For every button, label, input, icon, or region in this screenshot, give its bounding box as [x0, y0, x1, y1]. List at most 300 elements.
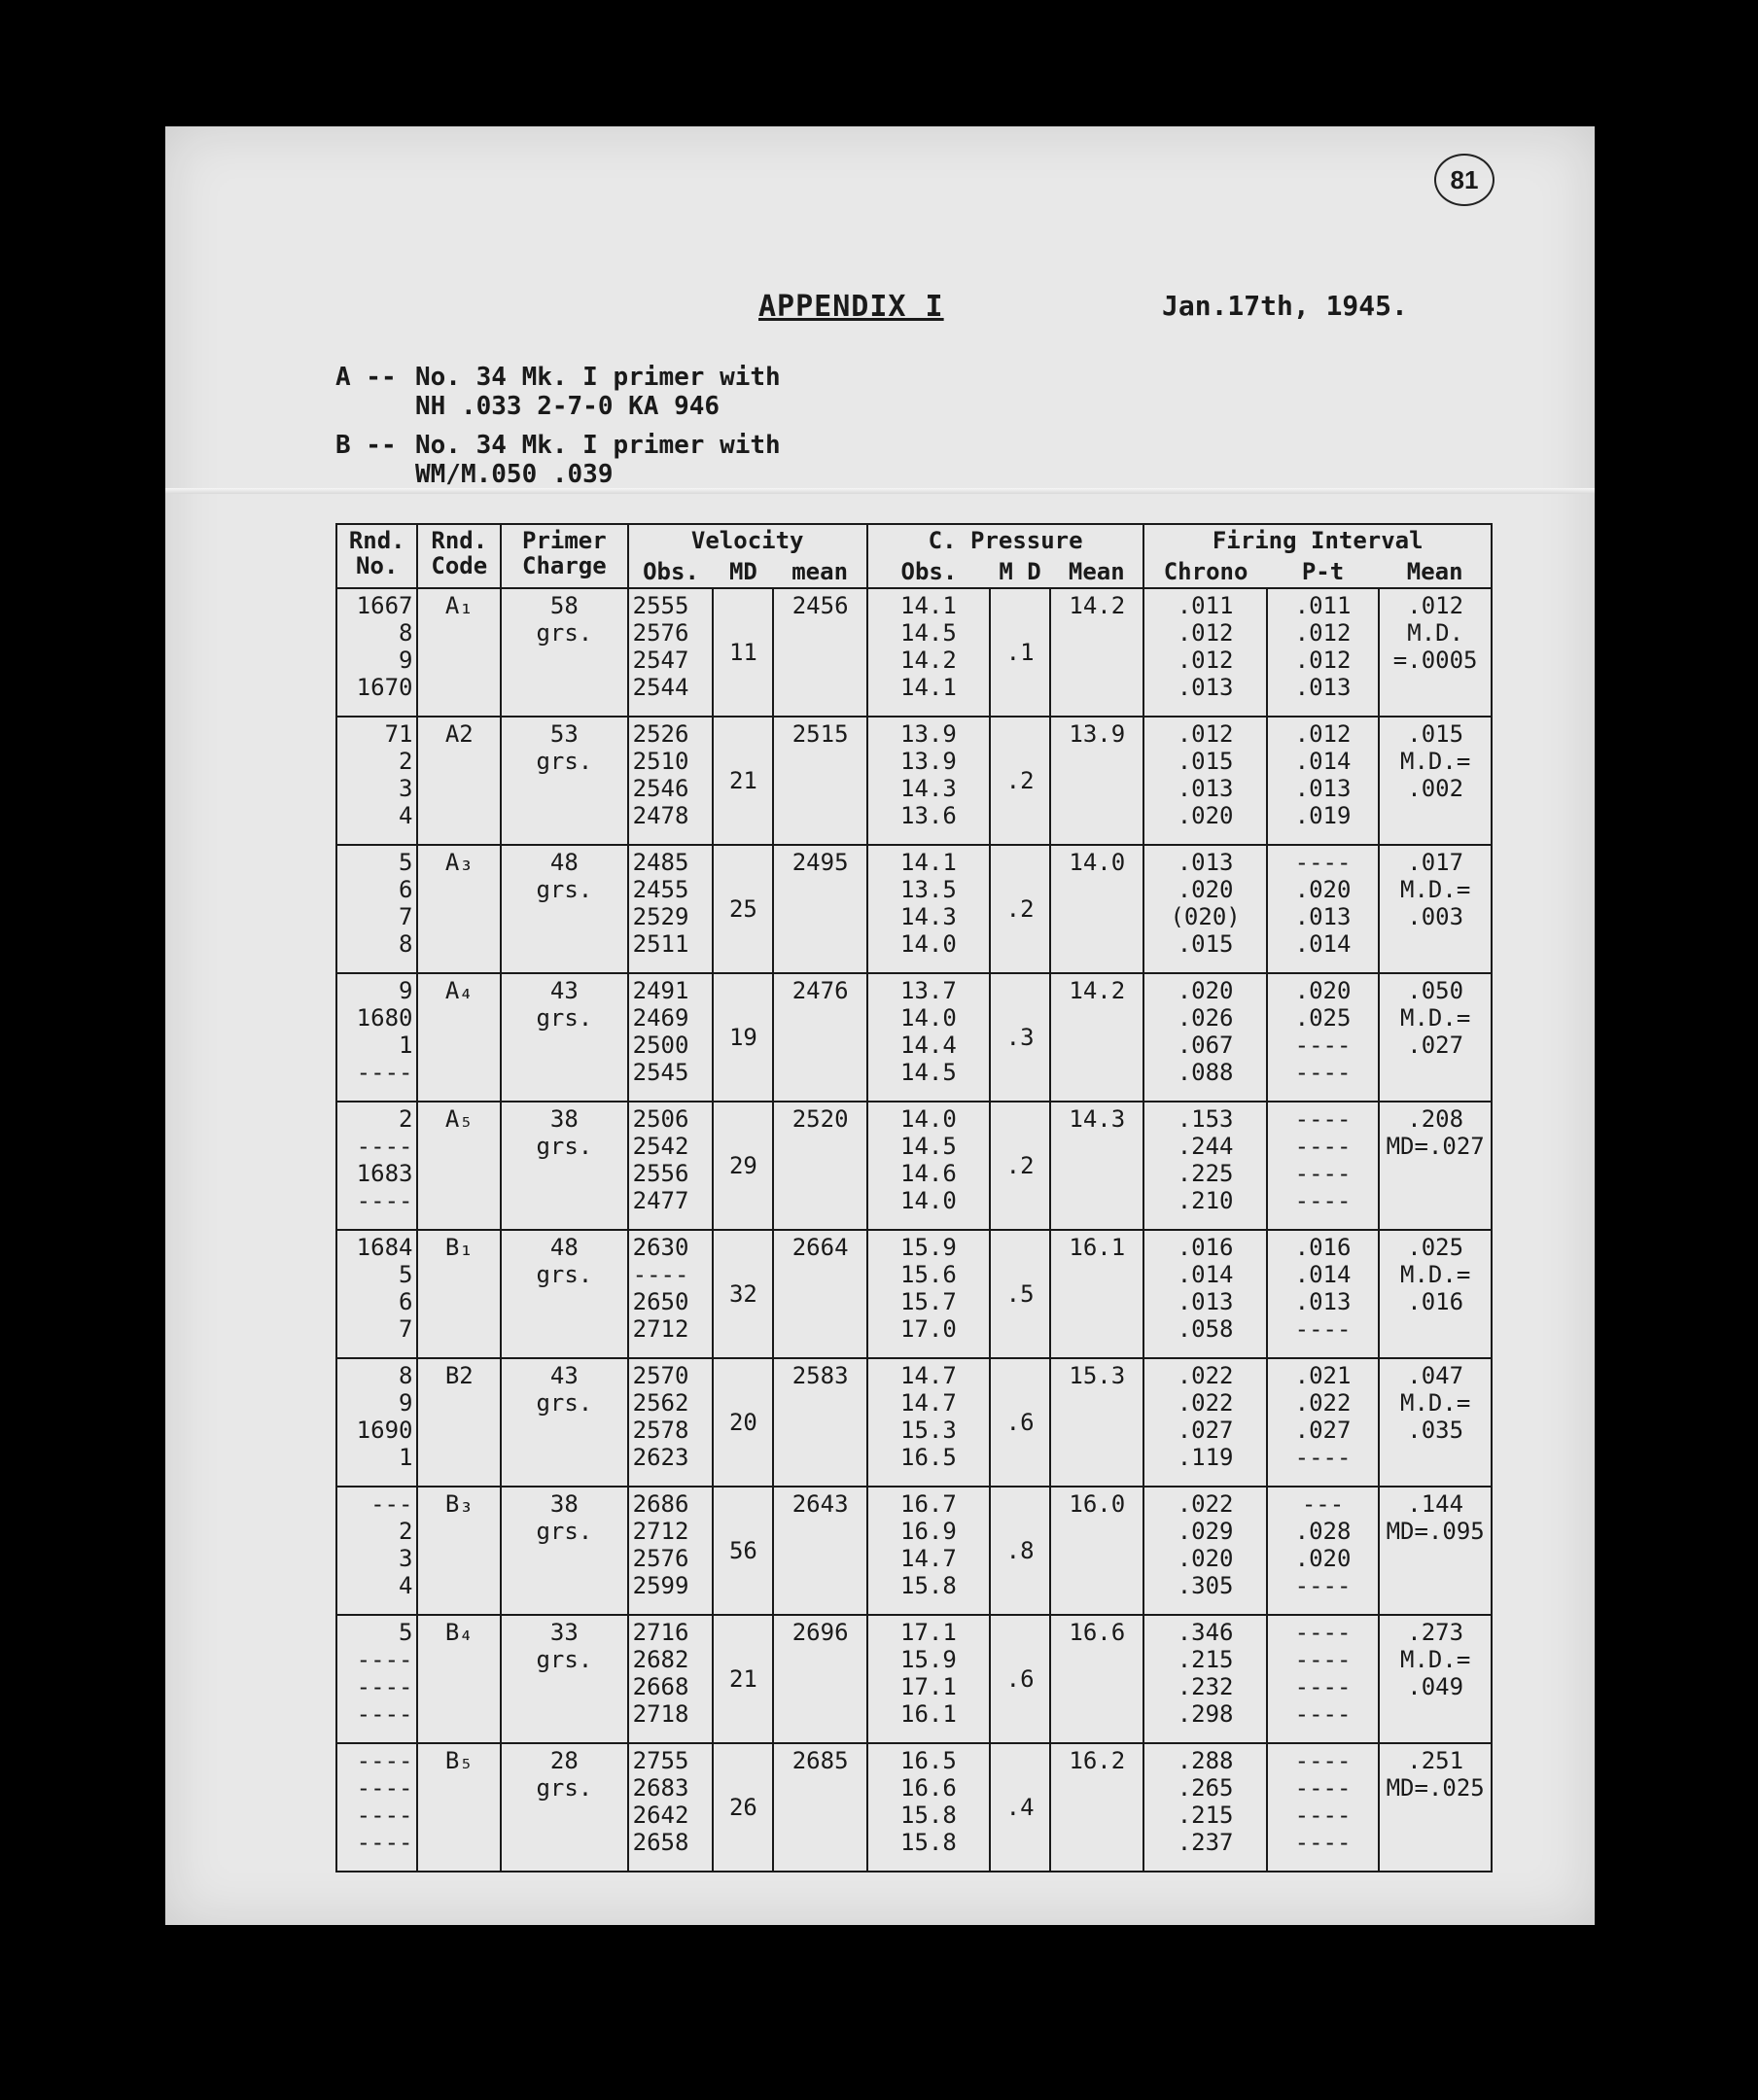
- velocity-obs: [628, 1487, 714, 1615]
- round-number-line: 5: [399, 1261, 413, 1288]
- p-t-line: .021: [1294, 1362, 1352, 1389]
- pressure-mean: 14.0: [1050, 845, 1143, 973]
- firing-mean: [1379, 1743, 1492, 1872]
- round-number-line: ----: [356, 1187, 413, 1214]
- pressure-obs-line: 14.4: [900, 1032, 957, 1059]
- chrono-line: .013: [1177, 674, 1234, 701]
- page-number: 81: [1450, 164, 1479, 194]
- note-line: No. 34 Mk. I primer with: [415, 431, 781, 460]
- primer-charge-line: grs.: [536, 748, 593, 775]
- chrono-line: .027: [1177, 1417, 1234, 1444]
- p-t-line: .014: [1294, 930, 1352, 958]
- sub-p-obs: Obs.: [867, 556, 990, 588]
- chrono-line: .215: [1177, 1646, 1234, 1673]
- velocity-md: 21: [713, 1615, 773, 1743]
- velocity-obs-line: 2712: [632, 1518, 689, 1545]
- table-row: [336, 588, 1492, 717]
- p-t-line: .020: [1294, 977, 1352, 1004]
- p-t-line: ----: [1294, 1774, 1352, 1802]
- p-t: [1267, 717, 1380, 845]
- primer-charge: [501, 588, 628, 717]
- document-title: APPENDIX I: [758, 290, 944, 324]
- pressure-mean: 16.1: [1050, 1230, 1143, 1358]
- velocity-obs-line: 2546: [632, 775, 689, 802]
- primer-charge-line: 58: [549, 592, 579, 619]
- pressure-obs: [867, 973, 990, 1102]
- firing-mean-line: .035: [1407, 1417, 1464, 1444]
- p-t: [1267, 845, 1380, 973]
- firing-mean-line: MD=.025: [1386, 1774, 1485, 1802]
- p-t-line: .014: [1294, 1261, 1352, 1288]
- pressure-obs-line: 16.1: [900, 1700, 957, 1728]
- p-t-line: ----: [1294, 1700, 1352, 1728]
- p-t: [1267, 1743, 1380, 1872]
- table-row: [336, 1487, 1492, 1615]
- pressure-mean: 15.3: [1050, 1358, 1143, 1487]
- firing-mean-line: .016: [1407, 1288, 1464, 1315]
- pressure-obs-line: 14.7: [900, 1545, 957, 1572]
- velocity-md: 21: [713, 717, 773, 845]
- velocity-mean: 2520: [773, 1102, 866, 1230]
- pressure-obs: [867, 1358, 990, 1487]
- pressure-obs: [867, 1102, 990, 1230]
- pressure-md: .2: [990, 717, 1050, 845]
- pressure-mean: 16.0: [1050, 1487, 1143, 1615]
- velocity-mean: 2456: [773, 588, 866, 717]
- sub-vel-mean: mean: [773, 556, 866, 588]
- round-code: B₃: [417, 1487, 501, 1615]
- pressure-obs-line: 14.7: [900, 1362, 957, 1389]
- firing-mean-line: M.D.=: [1400, 1261, 1471, 1288]
- firing-mean: [1379, 845, 1492, 973]
- p-t-line: .014: [1294, 748, 1352, 775]
- firing-mean-line: .251: [1407, 1747, 1464, 1774]
- firing-mean-line: .002: [1407, 775, 1464, 802]
- pressure-md: .6: [990, 1615, 1050, 1743]
- primer-charge: [501, 1358, 628, 1487]
- velocity-obs-line: 2562: [632, 1389, 689, 1417]
- round-number: [336, 973, 417, 1102]
- chrono-line: .014: [1177, 1261, 1234, 1288]
- chrono-line: .015: [1177, 748, 1234, 775]
- table-row: [336, 1358, 1492, 1487]
- p-t-line: .012: [1294, 720, 1352, 748]
- pressure-md: .3: [990, 973, 1050, 1102]
- col-primer-charge: Primer Charge: [501, 524, 628, 588]
- firing-mean: [1379, 1615, 1492, 1743]
- col-pressure: C. Pressure: [867, 524, 1144, 556]
- firing-mean-line: .047: [1407, 1362, 1464, 1389]
- p-t-line: ----: [1294, 1829, 1352, 1856]
- round-code: A₄: [417, 973, 501, 1102]
- round-number-line: ----: [356, 1829, 413, 1856]
- round-number: [336, 1358, 417, 1487]
- p-t-line: ----: [1294, 1802, 1352, 1829]
- velocity-obs: [628, 845, 714, 973]
- primer-charge-line: grs.: [536, 1004, 593, 1032]
- chrono-line: .013: [1177, 849, 1234, 876]
- pressure-obs-line: 14.3: [900, 775, 957, 802]
- firing-mean: [1379, 717, 1492, 845]
- round-number-line: 3: [399, 775, 413, 802]
- velocity-obs-line: 2682: [632, 1646, 689, 1673]
- chrono: [1143, 1102, 1266, 1230]
- pressure-obs-line: 13.9: [900, 720, 957, 748]
- sub-p-md: M D: [990, 556, 1050, 588]
- primer-charge: [501, 1743, 628, 1872]
- velocity-obs-line: 2686: [632, 1490, 689, 1518]
- chrono-line: .011: [1177, 592, 1234, 619]
- p-t-line: ---: [1301, 1490, 1345, 1518]
- round-number: [336, 1102, 417, 1230]
- velocity-mean: 2515: [773, 717, 866, 845]
- firing-mean-line: .027: [1407, 1032, 1464, 1059]
- primer-charge-line: 38: [549, 1105, 579, 1133]
- pressure-obs-line: 14.0: [900, 1105, 957, 1133]
- round-number-line: 7: [399, 903, 413, 930]
- col-rnd-code: Rnd. Code: [417, 524, 501, 588]
- velocity-obs-line: 2623: [632, 1444, 689, 1471]
- velocity-obs-line: 2478: [632, 802, 689, 829]
- chrono-line: .210: [1177, 1187, 1234, 1214]
- velocity-obs: [628, 1743, 714, 1872]
- sub-vel-obs: Obs.: [628, 556, 714, 588]
- round-number-line: 1: [399, 1444, 413, 1471]
- round-number-line: ----: [356, 1700, 413, 1728]
- pressure-obs: [867, 717, 990, 845]
- pressure-obs-line: 15.8: [900, 1802, 957, 1829]
- table-row: [336, 1230, 1492, 1358]
- col-velocity: Velocity: [628, 524, 867, 556]
- firing-mean: [1379, 973, 1492, 1102]
- pressure-obs-line: 14.1: [900, 849, 957, 876]
- pressure-md: .8: [990, 1487, 1050, 1615]
- round-number-line: 8: [399, 619, 413, 647]
- sub-fi-mean: Mean: [1379, 556, 1492, 588]
- chrono-line: .016: [1177, 1234, 1234, 1261]
- round-code: A₃: [417, 845, 501, 973]
- round-number-line: 9: [399, 647, 413, 674]
- round-number-line: 71: [384, 720, 413, 748]
- pressure-md: .2: [990, 845, 1050, 973]
- p-t-line: ----: [1294, 1619, 1352, 1646]
- firing-mean-line: MD=.095: [1386, 1518, 1485, 1545]
- pressure-obs-line: 14.5: [900, 619, 957, 647]
- round-number-line: 4: [399, 1572, 413, 1599]
- firing-mean-line: .144: [1407, 1490, 1464, 1518]
- velocity-obs-line: 2683: [632, 1774, 689, 1802]
- chrono-line: .012: [1177, 720, 1234, 748]
- velocity-md: 56: [713, 1487, 773, 1615]
- p-t: [1267, 1230, 1380, 1358]
- velocity-obs-line: 2510: [632, 748, 689, 775]
- round-code: B₄: [417, 1615, 501, 1743]
- velocity-obs-line: 2491: [632, 977, 689, 1004]
- pressure-obs: [867, 1743, 990, 1872]
- chrono-line: .237: [1177, 1829, 1234, 1856]
- pressure-obs: [867, 1230, 990, 1358]
- p-t: [1267, 1102, 1380, 1230]
- p-t-line: ----: [1294, 1444, 1352, 1471]
- chrono: [1143, 973, 1266, 1102]
- round-number: [336, 1487, 417, 1615]
- velocity-obs-line: 2716: [632, 1619, 689, 1646]
- pressure-md: .2: [990, 1102, 1050, 1230]
- velocity-obs-line: 2599: [632, 1572, 689, 1599]
- firing-mean-line: .015: [1407, 720, 1464, 748]
- chrono-line: .153: [1177, 1105, 1234, 1133]
- chrono-line: .013: [1177, 775, 1234, 802]
- p-t-line: .013: [1294, 903, 1352, 930]
- velocity-obs-line: 2547: [632, 647, 689, 674]
- primer-charge-line: grs.: [536, 876, 593, 903]
- round-number-line: 9: [399, 977, 413, 1004]
- round-number: [336, 845, 417, 973]
- chrono-line: .058: [1177, 1315, 1234, 1343]
- velocity-obs-line: 2469: [632, 1004, 689, 1032]
- velocity-md: 19: [713, 973, 773, 1102]
- velocity-obs-line: 2511: [632, 930, 689, 958]
- round-number-line: 7: [399, 1315, 413, 1343]
- velocity-obs: [628, 1615, 714, 1743]
- primer-charge-line: 33: [549, 1619, 579, 1646]
- primer-charge: [501, 1487, 628, 1615]
- table-row: [336, 1102, 1492, 1230]
- round-number-line: 8: [399, 930, 413, 958]
- pressure-mean: 13.9: [1050, 717, 1143, 845]
- firing-mean-line: .049: [1407, 1673, 1464, 1700]
- sub-vel-md: MD: [713, 556, 773, 588]
- chrono-line: .225: [1177, 1160, 1234, 1187]
- velocity-obs-line: 2755: [632, 1747, 689, 1774]
- velocity-obs: [628, 717, 714, 845]
- velocity-md: 25: [713, 845, 773, 973]
- pressure-md: .4: [990, 1743, 1050, 1872]
- sub-pt: P-t: [1267, 556, 1380, 588]
- chrono-line: .020: [1177, 802, 1234, 829]
- p-t-line: ----: [1294, 1315, 1352, 1343]
- firing-mean-line: =.0005: [1392, 647, 1478, 674]
- p-t-line: ----: [1294, 1032, 1352, 1059]
- firing-mean-line: M.D.=: [1400, 1389, 1471, 1417]
- note-line: WM/M.050 .039: [415, 460, 614, 489]
- chrono-line: .012: [1177, 619, 1234, 647]
- pressure-obs-line: 16.5: [900, 1444, 957, 1471]
- chrono: [1143, 1358, 1266, 1487]
- table-row: [336, 1615, 1492, 1743]
- round-code: A2: [417, 717, 501, 845]
- velocity-obs: [628, 1102, 714, 1230]
- p-t-line: ----: [1294, 1133, 1352, 1160]
- velocity-mean: 2476: [773, 973, 866, 1102]
- velocity-md: 29: [713, 1102, 773, 1230]
- p-t-line: ----: [1294, 1747, 1352, 1774]
- pressure-obs-line: 13.5: [900, 876, 957, 903]
- round-number-line: 1667: [356, 592, 413, 619]
- p-t-line: .019: [1294, 802, 1352, 829]
- pressure-obs-line: 16.5: [900, 1747, 957, 1774]
- velocity-mean: 2696: [773, 1615, 866, 1743]
- chrono: [1143, 1743, 1266, 1872]
- chrono-line: .020: [1177, 1545, 1234, 1572]
- chrono-line: .119: [1177, 1444, 1234, 1471]
- round-number: [336, 717, 417, 845]
- p-t-line: ----: [1294, 1059, 1352, 1086]
- primer-charge-line: grs.: [536, 1133, 593, 1160]
- document-page: [165, 126, 1595, 1925]
- pressure-obs: [867, 1487, 990, 1615]
- primer-charge-line: 48: [549, 849, 579, 876]
- velocity-md: 32: [713, 1230, 773, 1358]
- p-t-line: ----: [1294, 1572, 1352, 1599]
- chrono-line: .020: [1177, 977, 1234, 1004]
- round-number-line: 2: [399, 1518, 413, 1545]
- primer-charge-line: 28: [549, 1747, 579, 1774]
- round-number-line: 1670: [356, 674, 413, 701]
- velocity-obs-line: 2556: [632, 1160, 689, 1187]
- pressure-obs-line: 15.8: [900, 1829, 957, 1856]
- velocity-md: 11: [713, 588, 773, 717]
- p-t-line: ----: [1294, 1105, 1352, 1133]
- round-number-line: ----: [356, 1774, 413, 1802]
- p-t: [1267, 588, 1380, 717]
- chrono-line: .088: [1177, 1059, 1234, 1086]
- note-tag: A --: [335, 363, 397, 392]
- round-number: [336, 1615, 417, 1743]
- chrono-line: .020: [1177, 876, 1234, 903]
- round-number-line: ----: [356, 1802, 413, 1829]
- chrono-line: .298: [1177, 1700, 1234, 1728]
- pressure-obs-line: 14.2: [900, 647, 957, 674]
- primer-charge-line: 48: [549, 1234, 579, 1261]
- sub-chrono: Chrono: [1143, 556, 1266, 588]
- velocity-obs-line: 2529: [632, 903, 689, 930]
- velocity-obs-line: ----: [632, 1261, 689, 1288]
- velocity-obs-line: 2650: [632, 1288, 689, 1315]
- pressure-obs: [867, 588, 990, 717]
- pressure-obs-line: 17.0: [900, 1315, 957, 1343]
- velocity-mean: 2495: [773, 845, 866, 973]
- pressure-obs-line: 16.7: [900, 1490, 957, 1518]
- round-number-line: 1684: [356, 1234, 413, 1261]
- p-t: [1267, 1615, 1380, 1743]
- velocity-obs-line: 2630: [632, 1234, 689, 1261]
- pressure-mean: 16.2: [1050, 1743, 1143, 1872]
- round-number-line: 1690: [356, 1417, 413, 1444]
- p-t-line: .020: [1294, 1545, 1352, 1572]
- p-t-line: .016: [1294, 1234, 1352, 1261]
- p-t-line: .022: [1294, 1389, 1352, 1417]
- firing-mean: [1379, 1358, 1492, 1487]
- primer-charge-line: 53: [549, 720, 579, 748]
- velocity-obs-line: 2526: [632, 720, 689, 748]
- pressure-mean: 14.3: [1050, 1102, 1143, 1230]
- round-code: A₁: [417, 588, 501, 717]
- pressure-obs-line: 14.0: [900, 1004, 957, 1032]
- velocity-obs-line: 2576: [632, 1545, 689, 1572]
- firing-mean-line: MD=.027: [1386, 1133, 1485, 1160]
- velocity-obs-line: 2500: [632, 1032, 689, 1059]
- velocity-obs-line: 2668: [632, 1673, 689, 1700]
- round-number-line: ----: [356, 1133, 413, 1160]
- round-number-line: 5: [399, 1619, 413, 1646]
- primer-charge-line: 43: [549, 1362, 579, 1389]
- chrono: [1143, 845, 1266, 973]
- primer-charge: [501, 1102, 628, 1230]
- pressure-obs-line: 13.6: [900, 802, 957, 829]
- pressure-obs-line: 15.9: [900, 1646, 957, 1673]
- chrono-line: .029: [1177, 1518, 1234, 1545]
- pressure-obs-line: 14.1: [900, 592, 957, 619]
- firing-mean: [1379, 1102, 1492, 1230]
- p-t-line: .012: [1294, 647, 1352, 674]
- chrono-line: .015: [1177, 930, 1234, 958]
- primer-charge-line: grs.: [536, 1261, 593, 1288]
- chrono-line: .026: [1177, 1004, 1234, 1032]
- firing-mean: [1379, 1230, 1492, 1358]
- primer-charge-line: grs.: [536, 619, 593, 647]
- primer-charge: [501, 973, 628, 1102]
- pressure-obs-line: 16.9: [900, 1518, 957, 1545]
- chrono-line: .022: [1177, 1389, 1234, 1417]
- document-date: Jan.17th, 1945.: [1162, 290, 1408, 322]
- pressure-md: .6: [990, 1358, 1050, 1487]
- note-a: [335, 363, 781, 421]
- round-number-line: ----: [356, 1646, 413, 1673]
- p-t-line: .028: [1294, 1518, 1352, 1545]
- round-number: [336, 1743, 417, 1872]
- table-row: [336, 717, 1492, 845]
- round-number: [336, 588, 417, 717]
- chrono-line: .244: [1177, 1133, 1234, 1160]
- p-t-line: .013: [1294, 1288, 1352, 1315]
- velocity-obs-line: 2576: [632, 619, 689, 647]
- pressure-obs-line: 14.3: [900, 903, 957, 930]
- pressure-obs-line: 15.7: [900, 1288, 957, 1315]
- chrono-line: .067: [1177, 1032, 1234, 1059]
- firing-mean-line: M.D.: [1407, 619, 1464, 647]
- velocity-md: 26: [713, 1743, 773, 1872]
- round-number-line: 2: [399, 748, 413, 775]
- velocity-mean: 2685: [773, 1743, 866, 1872]
- velocity-obs-line: 2545: [632, 1059, 689, 1086]
- round-number-line: 4: [399, 802, 413, 829]
- round-code: B₅: [417, 1743, 501, 1872]
- chrono: [1143, 588, 1266, 717]
- velocity-obs-line: 2544: [632, 674, 689, 701]
- pressure-obs-line: 15.6: [900, 1261, 957, 1288]
- p-t-line: .011: [1294, 592, 1352, 619]
- primer-charge-line: grs.: [536, 1646, 593, 1673]
- round-number-line: 8: [399, 1362, 413, 1389]
- col-firing-interval: Firing Interval: [1143, 524, 1492, 556]
- p-t-line: ----: [1294, 849, 1352, 876]
- primer-charge-line: 38: [549, 1490, 579, 1518]
- round-number-line: ---: [370, 1490, 413, 1518]
- firing-mean-line: .003: [1407, 903, 1464, 930]
- velocity-obs-line: 2718: [632, 1700, 689, 1728]
- firing-mean-line: .208: [1407, 1105, 1464, 1133]
- round-code: A₅: [417, 1102, 501, 1230]
- p-t-line: ----: [1294, 1646, 1352, 1673]
- p-t-line: ----: [1294, 1673, 1352, 1700]
- table-row: [336, 973, 1492, 1102]
- primer-charge: [501, 845, 628, 973]
- chrono-line: .232: [1177, 1673, 1234, 1700]
- velocity-mean: 2583: [773, 1358, 866, 1487]
- chrono-line: .022: [1177, 1362, 1234, 1389]
- note-line: No. 34 Mk. I primer with: [415, 363, 781, 392]
